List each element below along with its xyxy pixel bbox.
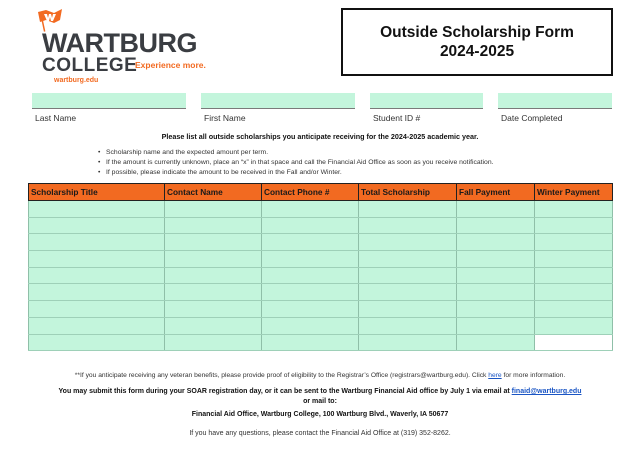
table-cell[interactable] bbox=[457, 301, 535, 318]
table-cell[interactable] bbox=[359, 267, 457, 284]
table-row bbox=[29, 334, 613, 351]
finaid-email-link[interactable]: finaid@wartburg.edu bbox=[511, 388, 582, 395]
table-cell[interactable] bbox=[29, 234, 165, 251]
table-row bbox=[29, 201, 613, 218]
first-name-field[interactable] bbox=[201, 93, 355, 109]
table-cell[interactable] bbox=[535, 251, 613, 268]
logo-tagline: Experience more. bbox=[135, 60, 206, 70]
table-cell[interactable] bbox=[359, 317, 457, 334]
table-cell[interactable] bbox=[457, 317, 535, 334]
table-cell[interactable] bbox=[262, 334, 359, 351]
table-cell[interactable] bbox=[457, 267, 535, 284]
table-cell[interactable] bbox=[457, 201, 535, 218]
table-row bbox=[29, 251, 613, 268]
table-cell[interactable] bbox=[359, 301, 457, 318]
veteran-note-end: for more information. bbox=[501, 372, 566, 379]
student-id-label: Student ID # bbox=[373, 113, 421, 123]
table-cell[interactable] bbox=[457, 217, 535, 234]
table-row bbox=[29, 317, 613, 334]
table-row bbox=[29, 217, 613, 234]
logo-url: wartburg.edu bbox=[54, 77, 99, 84]
logo-college: COLLEGE bbox=[42, 55, 138, 76]
table-cell[interactable] bbox=[165, 201, 262, 218]
table-body bbox=[29, 201, 613, 351]
table-cell[interactable] bbox=[359, 334, 457, 351]
col-scholarship-title: Scholarship Title bbox=[29, 184, 165, 201]
table-header-row bbox=[29, 184, 613, 201]
table-cell[interactable] bbox=[359, 217, 457, 234]
col-total-scholarship: Total Scholarship bbox=[359, 184, 457, 201]
table-cell[interactable] bbox=[535, 301, 613, 318]
form-title: Outside Scholarship Form bbox=[380, 24, 574, 41]
logo-wordmark: WARTBURG bbox=[42, 28, 197, 58]
col-fall-payment: Fall Payment bbox=[457, 184, 535, 201]
mail-to: or mail to: bbox=[303, 398, 337, 405]
here-link[interactable]: here bbox=[488, 372, 502, 379]
table-cell[interactable] bbox=[262, 234, 359, 251]
table-cell[interactable] bbox=[359, 251, 457, 268]
table-cell[interactable] bbox=[165, 234, 262, 251]
first-name-label: First Name bbox=[204, 113, 246, 123]
table-row bbox=[29, 267, 613, 284]
table-cell[interactable] bbox=[535, 284, 613, 301]
table-cell[interactable] bbox=[535, 201, 613, 218]
last-name-field[interactable] bbox=[32, 93, 186, 109]
student-id-field[interactable] bbox=[370, 93, 483, 109]
table-cell[interactable] bbox=[165, 284, 262, 301]
bullet-item: • If possible, please indicate the amount to be received in the Fall and/or Winter. bbox=[98, 168, 494, 178]
table-cell[interactable] bbox=[359, 201, 457, 218]
submit-instructions bbox=[0, 387, 640, 407]
table-cell[interactable] bbox=[457, 251, 535, 268]
table-cell[interactable] bbox=[29, 301, 165, 318]
table-cell[interactable] bbox=[165, 317, 262, 334]
table-cell[interactable] bbox=[262, 284, 359, 301]
veteran-note-text: **If you anticipate receiving any veteran benefits, please provide proof of eligibility to the Registrar’s Office (registrars@wartburg.edu). Click bbox=[74, 372, 489, 379]
form-year: 2024-2025 bbox=[439, 43, 515, 60]
table-cell[interactable] bbox=[535, 234, 613, 251]
table-cell[interactable] bbox=[359, 284, 457, 301]
table-cell[interactable] bbox=[262, 251, 359, 268]
wartburg-logo bbox=[36, 8, 236, 86]
table-cell[interactable] bbox=[29, 201, 165, 218]
table-cell[interactable] bbox=[262, 317, 359, 334]
table-cell[interactable] bbox=[359, 234, 457, 251]
table-cell[interactable] bbox=[165, 301, 262, 318]
table-cell[interactable] bbox=[535, 334, 613, 351]
col-contact-name: Contact Name bbox=[165, 184, 262, 201]
col-contact-phone: Contact Phone # bbox=[262, 184, 359, 201]
instructions: Please list all outside scholarships you anticipate receiving for the 2024-2025 academic year. bbox=[161, 132, 479, 141]
veteran-note bbox=[0, 371, 640, 380]
table-cell[interactable] bbox=[457, 334, 535, 351]
bullet-item: • Scholarship name and the expected amount per term. bbox=[98, 148, 494, 158]
table-cell[interactable] bbox=[262, 201, 359, 218]
table-cell[interactable] bbox=[29, 217, 165, 234]
table-cell[interactable] bbox=[535, 217, 613, 234]
table-cell[interactable] bbox=[165, 251, 262, 268]
table-cell[interactable] bbox=[457, 284, 535, 301]
submit-text: You may submit this form during your SOAR registration day, or it can be sent to the Wartburg Financial Aid office by July 1 via email at bbox=[58, 388, 512, 395]
bullet-item: • If the amount is currently unknown, place an “x” in that space and call the Financial Aid Office as soon as you receive notification. bbox=[98, 158, 494, 168]
table-cell[interactable] bbox=[535, 317, 613, 334]
table-cell[interactable] bbox=[29, 267, 165, 284]
last-name-label: Last Name bbox=[35, 113, 77, 123]
table-cell[interactable] bbox=[262, 217, 359, 234]
submit-line bbox=[0, 387, 640, 397]
table-cell[interactable] bbox=[457, 234, 535, 251]
table-row bbox=[29, 234, 613, 251]
mailing-address: Financial Aid Office, Wartburg College, 100 Wartburg Blvd., Waverly, IA 50677 bbox=[191, 411, 449, 418]
table-cell[interactable] bbox=[165, 217, 262, 234]
table-row bbox=[29, 301, 613, 318]
table-cell[interactable] bbox=[29, 251, 165, 268]
table-cell[interactable] bbox=[262, 267, 359, 284]
table-cell[interactable] bbox=[29, 334, 165, 351]
table-cell[interactable] bbox=[535, 267, 613, 284]
instruction-bullets bbox=[98, 148, 494, 178]
table-cell[interactable] bbox=[29, 284, 165, 301]
contact-questions: If you have any questions, please contact the Financial Aid Office at (319) 352-8262. bbox=[189, 430, 451, 437]
date-completed-label: Date Completed bbox=[501, 113, 563, 123]
date-completed-field[interactable] bbox=[498, 93, 612, 109]
table-cell[interactable] bbox=[165, 267, 262, 284]
table-cell[interactable] bbox=[165, 334, 262, 351]
table-row bbox=[29, 284, 613, 301]
form-title-box bbox=[341, 8, 613, 76]
table-cell[interactable] bbox=[262, 301, 359, 318]
scholarship-table bbox=[28, 183, 613, 351]
col-winter-payment: Winter Payment bbox=[535, 184, 613, 201]
table-cell[interactable] bbox=[29, 317, 165, 334]
